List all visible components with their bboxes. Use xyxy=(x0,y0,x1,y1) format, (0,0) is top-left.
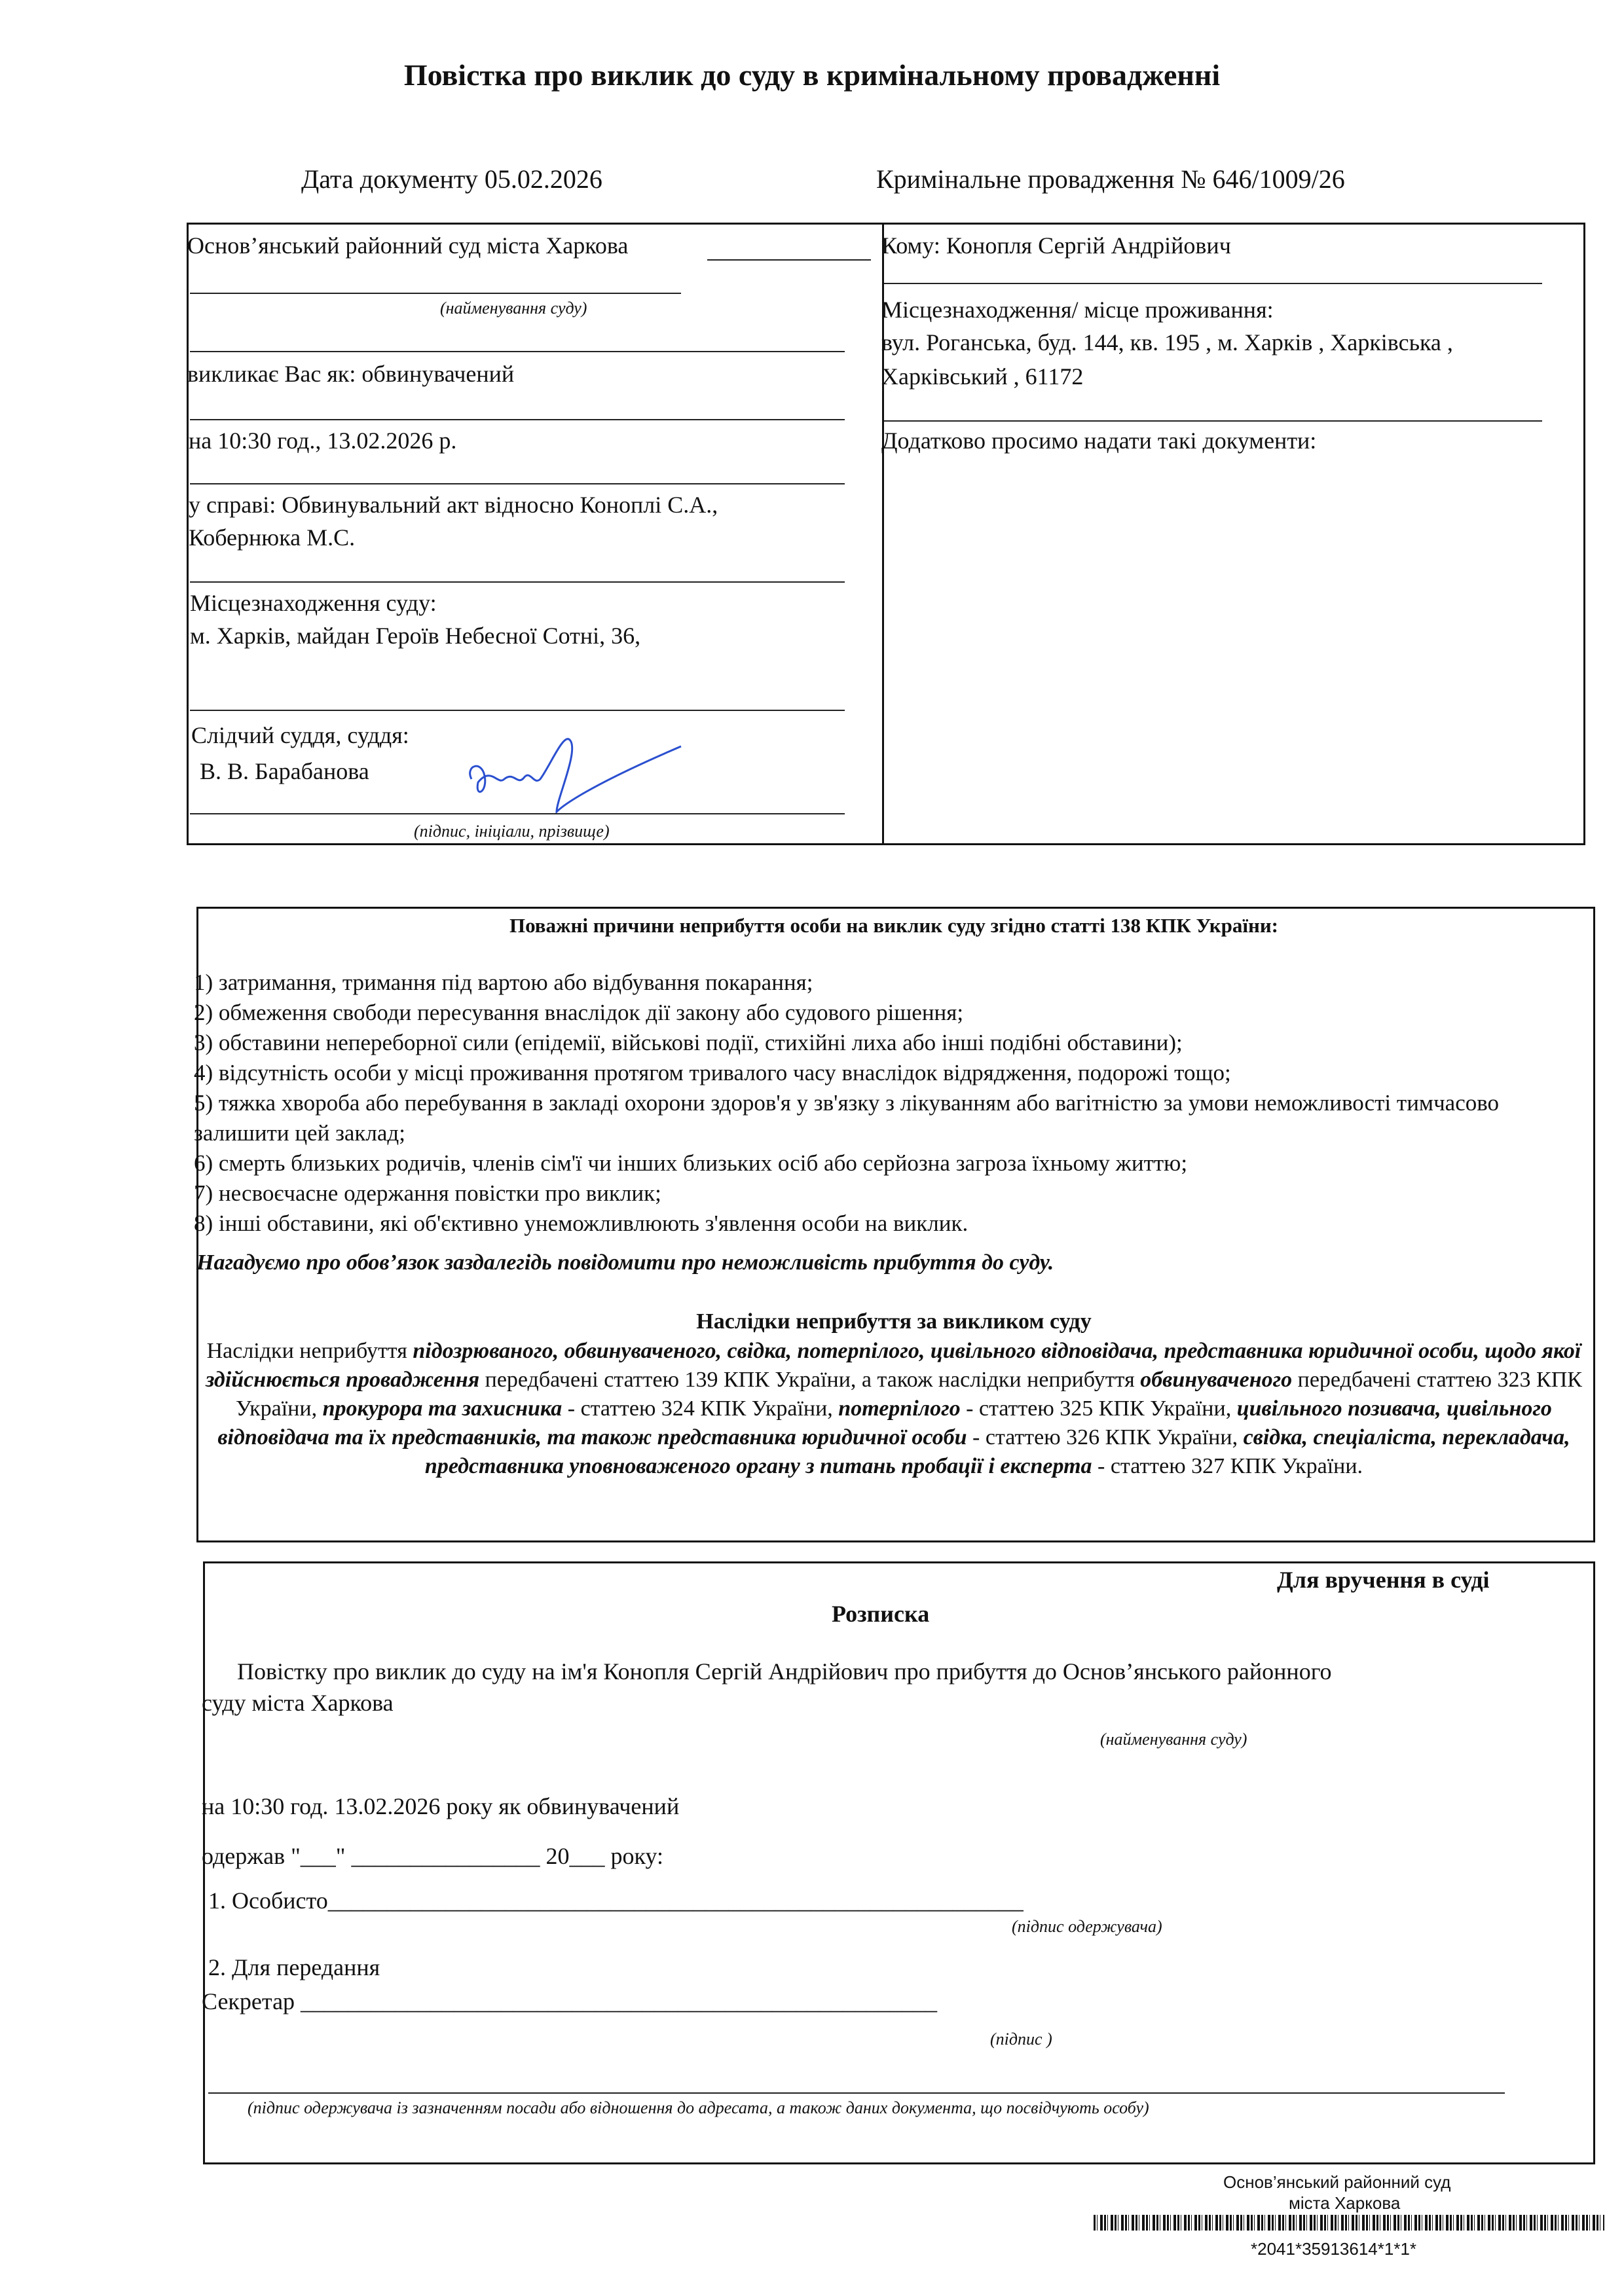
document-date: Дата документу 05.02.2026 xyxy=(301,164,602,194)
consequences-text xyxy=(200,1337,1588,1481)
consequences-emphasis: обвинуваченого xyxy=(1140,1368,1293,1392)
receipt-bottom-hint: (підпис одержувача із зазначенням посади або відношення до адресата, а також даних документа, що посвідчують особу) xyxy=(248,2098,1149,2117)
receipt-bottom-rule xyxy=(208,2092,1505,2094)
reason-item: 8) інші обставини, які об'єктивно унеможливлюють з'явлення особи на виклик. xyxy=(194,1211,969,1236)
receipt-court-hint: (найменування суду) xyxy=(1100,1730,1247,1749)
secretary-signature-hint: (підпис ) xyxy=(990,2030,1052,2049)
consequences-part: передбачені статтею 139 КПК України, а також наслідки неприбуття xyxy=(479,1368,1141,1392)
case-line-2: Кобернюка М.С. xyxy=(189,524,356,551)
receipt-heading: Розписка xyxy=(832,1601,930,1627)
consequences-part: Наслідки неприбуття xyxy=(206,1339,413,1363)
residence-label: Місцезнаходження/ місце проживання: xyxy=(881,297,1274,323)
reason-item: 4) відсутність особи у місці проживання протягом тривалого часу внаслідок відрядження, подорожі тощо; xyxy=(194,1060,1231,1085)
recipient-signature-hint: (підпис одержувача) xyxy=(1012,1917,1162,1936)
consequences-part: - статтею 326 КПК України, xyxy=(967,1425,1244,1449)
consequences-part: передбачені статтею 323 КПК України, xyxy=(236,1368,1582,1421)
reason-item: 2) обмеження свободи пересування внаслідок дії закону або судового рішення; xyxy=(194,1000,964,1025)
receipt-line-2: суду міста Харкова xyxy=(202,1690,394,1716)
consequences-part: - статтею 327 КПК України. xyxy=(1092,1454,1363,1478)
consequences-emphasis: цивільного позивача, цивільного відповідача та їх представників, та також представника юридичної особи xyxy=(217,1396,1552,1449)
receipt-line-1: Повістку про виклик до суду на ім'я Конопля Сергій Андрійович про прибуття до Основ’янського районного xyxy=(237,1658,1332,1685)
reminder: Нагадуємо про обов’язок заздалегідь повідомити про неможливість прибуття до суду. xyxy=(196,1250,1054,1275)
rule-3 xyxy=(190,351,845,352)
residence-line-1: вул. Роганська, буд. 144, кв. 195 , м. Харків , Харківська , xyxy=(881,329,1453,355)
court-name: Основ’янський районний суд міста Харкова xyxy=(187,232,629,259)
personal-line: 1. Особисто___________________________________________________________ xyxy=(208,1887,1024,1914)
court-location-label: Місцезнаходження суду: xyxy=(190,590,437,616)
consequences-part: - статтею 324 КПК України, xyxy=(562,1396,839,1421)
consequences-emphasis: підозрюваного, обвинуваченого, свідка, потерпілого, цивільного відповідача, представника юридичної особи, щодо якої здійснюється провадження xyxy=(206,1339,1581,1392)
court-name-hint: (найменування суду) xyxy=(440,299,587,318)
recipient: Кому: Конопля Сергій Андрійович xyxy=(881,232,1231,259)
reason-item: 5) тяжка хвороба або перебування в закладі охорони здоров'я у зв'язку з лікуванням або вагітністю за умови неможливості тимчасово залишити цей заклад; xyxy=(194,1090,1500,1146)
barcode xyxy=(1094,2215,1604,2231)
for-delivery-label: Для вручення в суді xyxy=(1277,1567,1490,1593)
court-location: м. Харків, майдан Героїв Небесної Сотні, 36, xyxy=(190,623,641,649)
judge-signature xyxy=(458,720,694,825)
signature-hint: (підпис, ініціали, прізвище) xyxy=(414,822,610,841)
reason-item: 1) затримання, тримання під вартою або відбування покарання; xyxy=(194,970,813,995)
transfer-line: 2. Для передання xyxy=(208,1954,380,1980)
rule-6 xyxy=(190,581,845,583)
rule-7 xyxy=(190,710,845,711)
rule-8 xyxy=(190,813,845,814)
reasons-list xyxy=(194,968,1582,1239)
reason-item: 6) смерть близьких родичів, членів сім'ї чи інших близьких осіб або серйозна загроза їхньому життю; xyxy=(194,1150,1188,1176)
court-name-rule xyxy=(707,259,871,261)
recipient-rule xyxy=(884,283,1542,284)
case-number: Кримінальне провадження № 646/1009/26 xyxy=(876,164,1345,194)
judge-label: Слідчий суддя, суддя: xyxy=(191,722,409,748)
page-title: Повістка про виклик до суду в кримінальному провадженні xyxy=(403,58,1221,92)
received-date-line: одержав "___" ________________ 20___ року: xyxy=(202,1843,664,1869)
court-name-rule-2 xyxy=(190,293,681,294)
residence-rule xyxy=(884,420,1542,422)
receipt-time-line: на 10:30 год. 13.02.2026 року як обвинувачений xyxy=(202,1793,680,1819)
barcode-text: *2041*35913614*1*1* xyxy=(1251,2239,1417,2259)
consequences-emphasis: потерпілого xyxy=(838,1396,961,1421)
footer-court-line-2: міста Харкова xyxy=(1289,2193,1401,2213)
rule-4 xyxy=(190,419,845,420)
extra-documents: Додатково просимо надати такі документи: xyxy=(881,428,1317,454)
consequences-emphasis: прокурора та захисника xyxy=(322,1396,563,1421)
reasons-heading: Поважні причини неприбуття особи на виклик суду згідно статті 138 КПК України: xyxy=(509,914,1279,937)
rule-5 xyxy=(190,483,845,484)
judge-name: В. В. Барабанова xyxy=(200,758,369,784)
footer-court-line-1: Основ’янський районний суд xyxy=(1223,2172,1451,2192)
appearance-time: на 10:30 год., 13.02.2026 р. xyxy=(189,428,457,454)
reason-item: 3) обставини непереборної сили (епідемії, військові події, стихійні лиха або інші подібні обставини); xyxy=(194,1030,1183,1055)
secretary-line: Секретар ______________________________________________________ xyxy=(202,1988,938,2014)
summons-as: викликає Вас як: обвинувачений xyxy=(187,361,515,387)
consequences-heading: Наслідки неприбуття за викликом суду xyxy=(696,1309,1092,1334)
case-line-1: у справі: Обвинувальний акт відносно Коноплі С.А., xyxy=(189,492,718,518)
consequences-emphasis: свідка, спеціаліста, перекладача, представника уповноваженого органу з питань пробації і експерта xyxy=(424,1425,1570,1478)
reason-item: 7) несвоєчасне одержання повістки про виклик; xyxy=(194,1180,661,1206)
consequences-part: - статтею 325 КПК України, xyxy=(960,1396,1237,1421)
residence-line-2: Харківський , 61172 xyxy=(881,363,1084,390)
